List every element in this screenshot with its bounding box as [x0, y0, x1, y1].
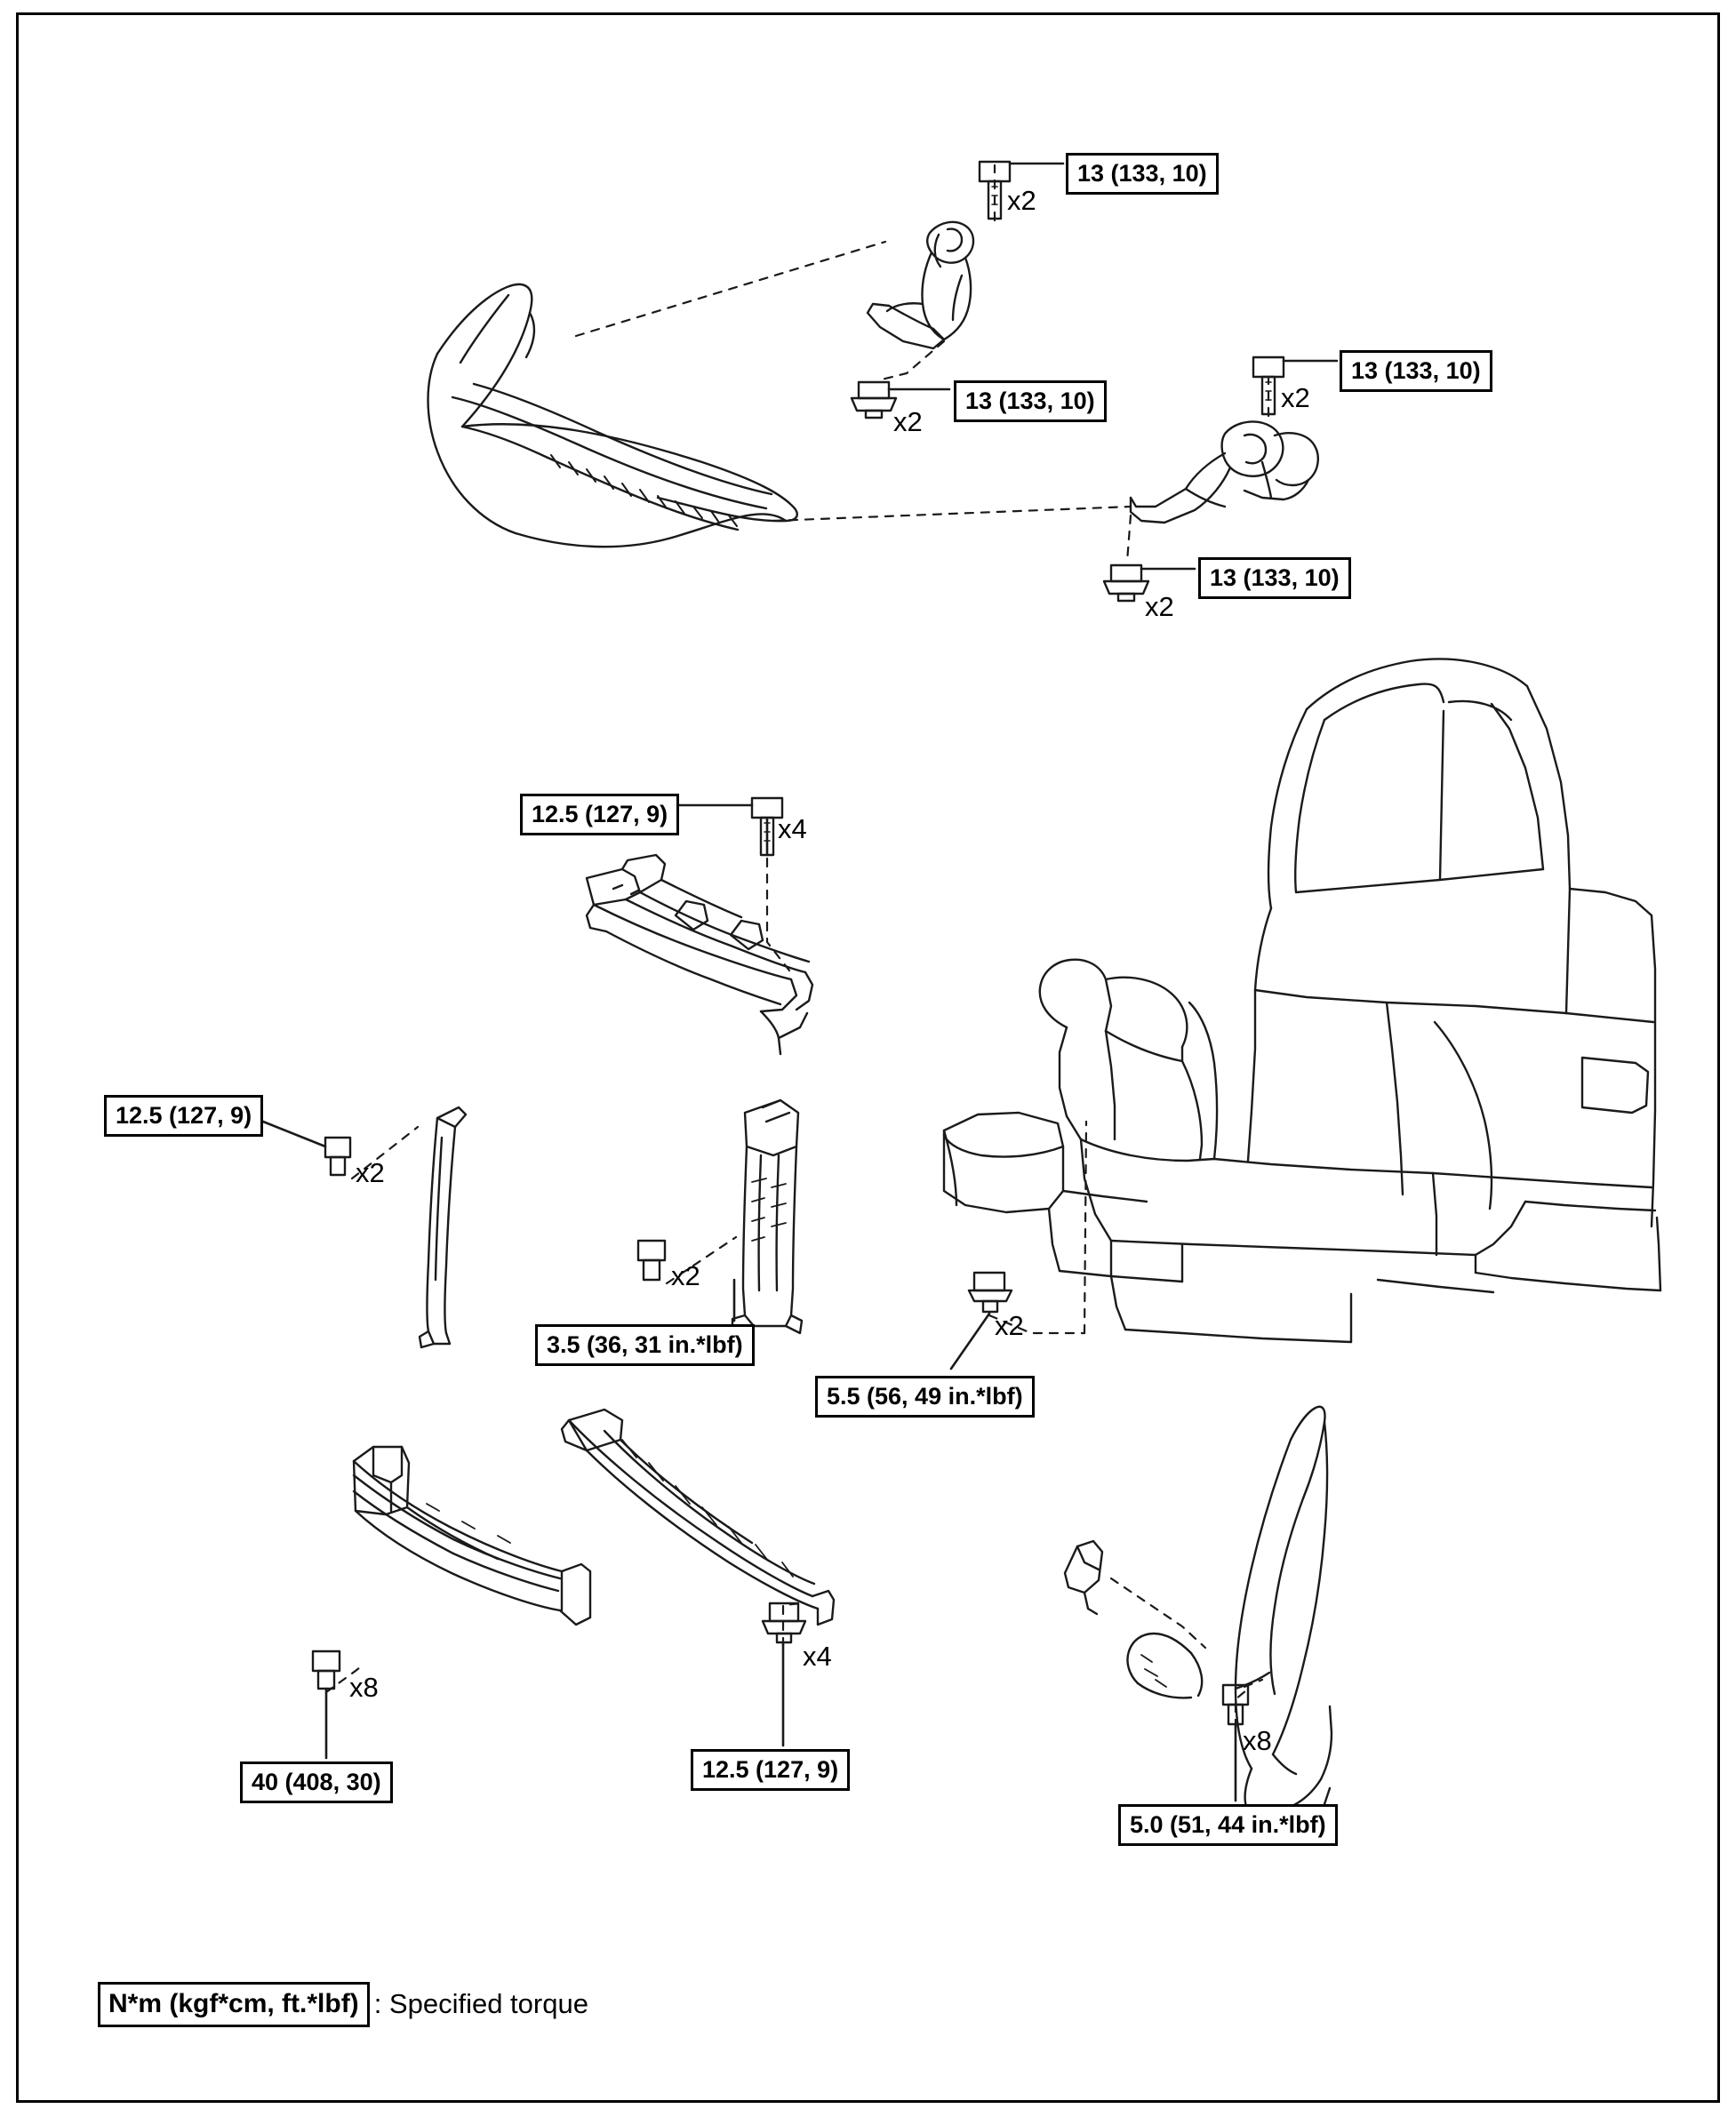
torque-callout-upper-radiator-support-bolt: 12.5 (127, 9): [691, 1749, 850, 1791]
torque-callout-bumper-reinforcement-bolt: 40 (408, 30): [240, 1762, 393, 1803]
torque-callout-hood-hinge-right-upper-bolt: 13 (133, 10): [1340, 350, 1492, 392]
qty-label-front-fender-bolt: x8: [1243, 1725, 1272, 1756]
torque-callout-front-fender-bolt: 5.0 (51, 44 in.*lbf): [1118, 1804, 1338, 1846]
qty-label-hood-hinge-right-upper-bolt: x2: [1281, 382, 1310, 413]
qty-label-fender-apron-bracket-bolt: x2: [995, 1310, 1024, 1341]
torque-callout-hood-hinge-lower-bolt: 13 (133, 10): [954, 380, 1107, 422]
qty-label-hood-hinge-upper-bolt: x2: [1007, 185, 1036, 216]
qty-label-hood-hinge-lower-bolt: x2: [893, 406, 923, 437]
qty-label-front-fender-apron-seal-bolt: x2: [356, 1157, 385, 1188]
qty-label-bumper-reinforcement-bolt: x8: [349, 1672, 379, 1703]
legend-unit-box: N*m (kgf*cm, ft.*lbf): [98, 1982, 370, 2027]
qty-label-radiator-side-support-bolt: x2: [671, 1260, 700, 1291]
torque-legend: [98, 1982, 588, 2027]
legend-description: : Specified torque: [373, 1988, 588, 2020]
qty-label-radiator-support-upper-bolt: x4: [778, 813, 807, 844]
torque-callout-front-fender-apron-seal-bolt: 12.5 (127, 9): [104, 1095, 263, 1137]
torque-callout-fender-apron-bracket-bolt: 5.5 (56, 49 in.*lbf): [815, 1376, 1035, 1418]
torque-callout-radiator-support-upper-bolt: 12.5 (127, 9): [520, 794, 679, 835]
torque-callout-radiator-side-support-bolt: 3.5 (36, 31 in.*lbf): [535, 1324, 755, 1366]
qty-label-upper-radiator-support-bolt: x4: [803, 1641, 832, 1672]
qty-label-hood-hinge-right-lower-bolt: x2: [1145, 591, 1174, 622]
torque-callout-hood-hinge-upper-bolt: 13 (133, 10): [1066, 153, 1219, 195]
torque-callout-hood-hinge-right-lower-bolt: 13 (133, 10): [1198, 557, 1351, 599]
